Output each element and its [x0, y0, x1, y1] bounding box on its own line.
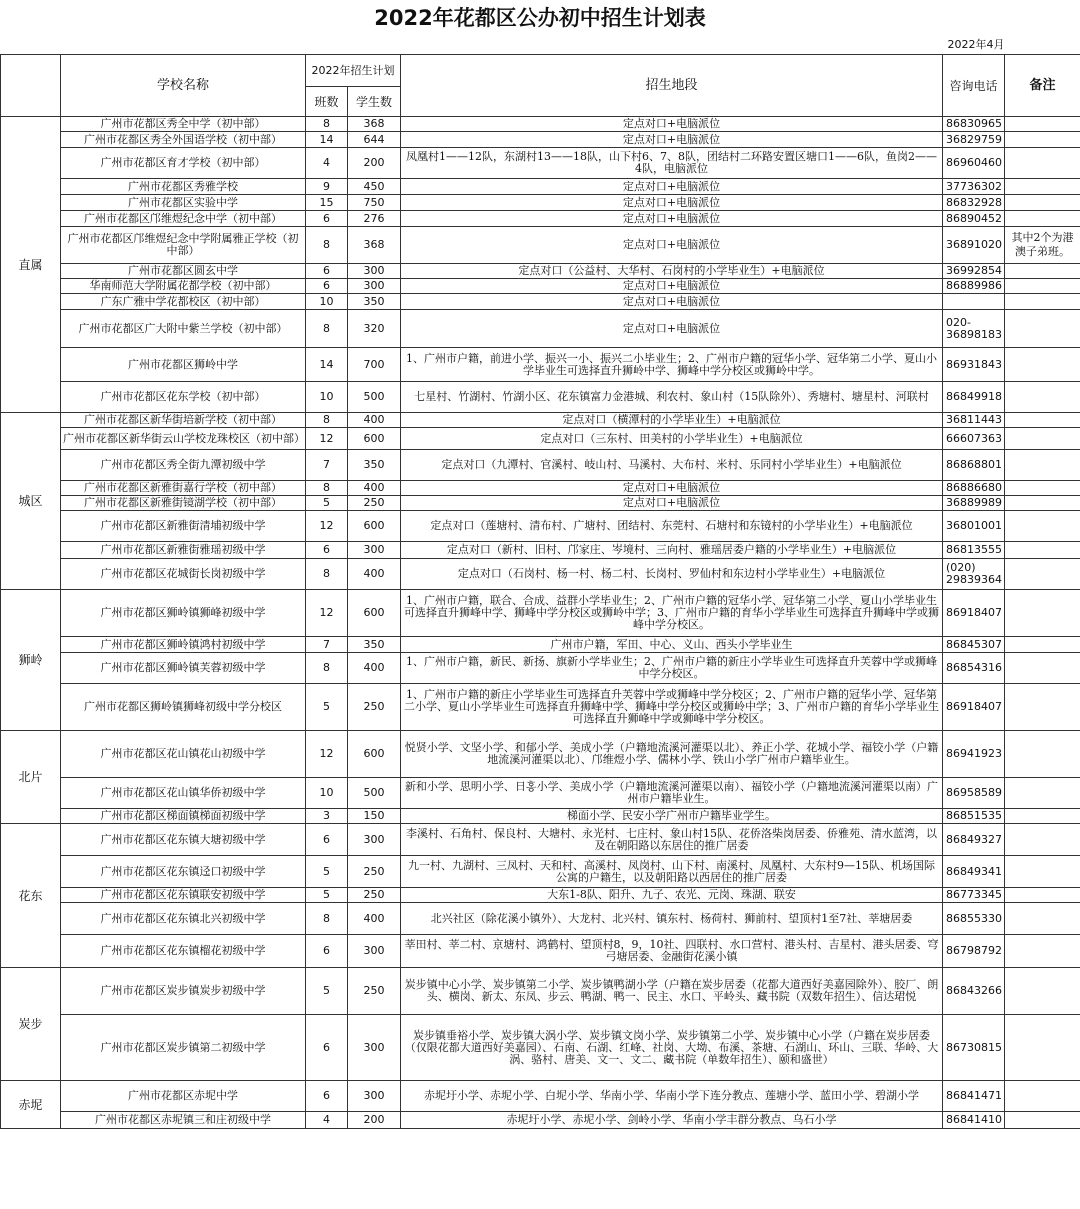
area-cell: 定点对口+电脑派位: [401, 179, 943, 195]
students-cell: 300: [348, 1015, 401, 1081]
phone-cell: 86886680: [943, 481, 1005, 496]
students-cell: 276: [348, 211, 401, 227]
district-cell: 狮岭: [1, 590, 61, 731]
students-cell: 150: [348, 809, 401, 824]
phone-cell: 36829759: [943, 132, 1005, 148]
phone-cell: 020-36898183: [943, 310, 1005, 348]
note-cell: [1005, 211, 1080, 227]
table-row: [1, 294, 1080, 310]
phone-cell: 86730815: [943, 1015, 1005, 1081]
phone-cell: 86830965: [943, 117, 1005, 132]
note-cell: [1005, 148, 1080, 179]
table-row: [1, 903, 1080, 935]
students-cell: 250: [348, 888, 401, 903]
school-name-cell: 广州市花都区广大附中紫兰学校（初中部）: [61, 310, 306, 348]
phone-cell: 86849918: [943, 382, 1005, 413]
note-cell: [1005, 1015, 1080, 1081]
note-cell: [1005, 559, 1080, 590]
area-cell: 新和小学、思明小学、日홍小学、美成小学（户籍地流溪河灌渠以南）、福铰小学（户籍地流溪河灌渠以南）广州市户籍毕业生。: [401, 778, 943, 809]
note-cell: [1005, 809, 1080, 824]
school-name-cell: 广州市花都区花东镇榴花初级中学: [61, 935, 306, 968]
phone-cell: 86841410: [943, 1112, 1005, 1129]
students-cell: 200: [348, 1112, 401, 1129]
phone-cell: 86960460: [943, 148, 1005, 179]
district-cell: 城区: [1, 413, 61, 590]
students-cell: 400: [348, 413, 401, 428]
phone-cell: 36891020: [943, 227, 1005, 264]
school-name-cell: 广州市花都区狮岭镇鸿村初级中学: [61, 637, 306, 653]
note-cell: [1005, 935, 1080, 968]
note-cell: [1005, 428, 1080, 450]
table-row: [1, 413, 1080, 428]
school-name-cell: 广州市花都区邝维煜纪念中学（初中部）: [61, 211, 306, 227]
table-row: [1, 809, 1080, 824]
area-cell: 定点对口+电脑派位: [401, 496, 943, 511]
area-cell: 定点对口（公益村、大华村、石岗村的小学毕业生）+电脑派位: [401, 264, 943, 279]
area-cell: 大东1-8队、阳升、九子、农光、元岗、珠湖、联安: [401, 888, 943, 903]
phone-cell: 36992854: [943, 264, 1005, 279]
note-cell: [1005, 968, 1080, 1015]
note-cell: [1005, 310, 1080, 348]
table-row: [1, 1015, 1080, 1081]
note-cell: [1005, 856, 1080, 888]
area-cell: 悦贤小学、文坚小学、和郁小学、美成小学（户籍地流溪河灌渠以北）、养正小学、花城小学、福铰小学（户籍地流溪河灌渠以北）、邝维煜小学、儒林小学、铁山小学广州市户籍毕业生。: [401, 731, 943, 778]
classes-cell: 14: [306, 132, 348, 148]
phone-cell: 86849327: [943, 824, 1005, 856]
phone-cell: 86855330: [943, 903, 1005, 935]
students-cell: 400: [348, 559, 401, 590]
area-cell: 1、广州市户籍的新庄小学毕业生可选择直升芙蓉中学或狮峰中学分校区；2、广州市户籍的冠华小学、冠华第二小学、夏山小学毕业生可选择直升狮峰中学、狮峰中学分校区或狮岭中学；3、广州市户籍的育华小学毕业生可选择直升狮峰中学或狮峰中学分校区。: [401, 684, 943, 731]
note-cell: [1005, 684, 1080, 731]
students-cell: 700: [348, 348, 401, 382]
phone-cell: 86941923: [943, 731, 1005, 778]
school-name-cell: 广州市花都区秀全街九潭初级中学: [61, 450, 306, 481]
table-row: [1, 856, 1080, 888]
note-cell: [1005, 888, 1080, 903]
students-cell: 600: [348, 731, 401, 778]
students-cell: 320: [348, 310, 401, 348]
classes-cell: 5: [306, 684, 348, 731]
classes-cell: 10: [306, 382, 348, 413]
students-cell: 400: [348, 481, 401, 496]
table-row: [1, 559, 1080, 590]
school-name-cell: 广州市花都区邝维煜纪念中学附属雅正学校（初中部）: [61, 227, 306, 264]
table-row: [1, 310, 1080, 348]
district-cell: 直属: [1, 117, 61, 413]
students-cell: 600: [348, 590, 401, 637]
school-name-cell: 广州市花都区狮岭镇芙蓉初级中学: [61, 653, 306, 684]
students-cell: 350: [348, 450, 401, 481]
school-name-cell: 广州市花都区育才学校（初中部）: [61, 148, 306, 179]
table-row: [1, 279, 1080, 294]
note-cell: [1005, 450, 1080, 481]
students-cell: 300: [348, 824, 401, 856]
area-cell: 定点对口（九潭村、官溪村、岐山村、马溪村、大布村、米村、乐同村小学毕业生）+电脑派位: [401, 450, 943, 481]
table-row: [1, 348, 1080, 382]
school-name-cell: 广州市花都区狮岭中学: [61, 348, 306, 382]
header-plan: 2022年招生计划: [306, 55, 401, 87]
phone-cell: (020) 29839364: [943, 559, 1005, 590]
phone-cell: 86889986: [943, 279, 1005, 294]
note-cell: [1005, 1081, 1080, 1112]
students-cell: 250: [348, 496, 401, 511]
phone-cell: 86849341: [943, 856, 1005, 888]
note-cell: [1005, 903, 1080, 935]
phone-cell: 36801001: [943, 511, 1005, 542]
classes-cell: 8: [306, 413, 348, 428]
school-name-cell: 广州市花都区花东镇大塘初级中学: [61, 824, 306, 856]
note-cell: [1005, 637, 1080, 653]
note-cell: [1005, 348, 1080, 382]
note-cell: [1005, 590, 1080, 637]
header-students: 学生数: [348, 87, 401, 117]
students-cell: 300: [348, 935, 401, 968]
classes-cell: 4: [306, 148, 348, 179]
classes-cell: 6: [306, 824, 348, 856]
phone-cell: 86843266: [943, 968, 1005, 1015]
table-row: [1, 211, 1080, 227]
area-cell: 定点对口（莲塘村、清布村、广塘村、团结村、东莞村、石塘村和东镜村的小学毕业生）+电脑派位: [401, 511, 943, 542]
classes-cell: 8: [306, 117, 348, 132]
enrollment-table: [0, 54, 1080, 1129]
area-cell: 定点对口（三东村、田美村的小学毕业生）+电脑派位: [401, 428, 943, 450]
note-cell: [1005, 264, 1080, 279]
classes-cell: 10: [306, 778, 348, 809]
area-cell: 定点对口+电脑派位: [401, 279, 943, 294]
students-cell: 300: [348, 1081, 401, 1112]
table-row: [1, 684, 1080, 731]
classes-cell: 7: [306, 637, 348, 653]
students-cell: 350: [348, 637, 401, 653]
phone-cell: 86773345: [943, 888, 1005, 903]
students-cell: 644: [348, 132, 401, 148]
header-district: [1, 55, 61, 117]
area-cell: 定点对口+电脑派位: [401, 117, 943, 132]
students-cell: 200: [348, 148, 401, 179]
note-cell: [1005, 481, 1080, 496]
table-row: [1, 481, 1080, 496]
note-cell: [1005, 1112, 1080, 1129]
table-row: [1, 731, 1080, 778]
school-name-cell: 广州市花都区新华街云山学校龙珠校区（初中部）: [61, 428, 306, 450]
phone-cell: [943, 294, 1005, 310]
note-cell: [1005, 824, 1080, 856]
phone-cell: 86841471: [943, 1081, 1005, 1112]
header-area: 招生地段: [401, 55, 943, 117]
district-cell: 花东: [1, 824, 61, 968]
note-cell: [1005, 117, 1080, 132]
table-row: [1, 888, 1080, 903]
classes-cell: 8: [306, 559, 348, 590]
area-cell: 广州市户籍，军田、中心、义山、西头小学毕业生: [401, 637, 943, 653]
classes-cell: 12: [306, 428, 348, 450]
students-cell: 250: [348, 856, 401, 888]
note-cell: [1005, 511, 1080, 542]
phone-cell: 86845307: [943, 637, 1005, 653]
phone-cell: 86931843: [943, 348, 1005, 382]
students-cell: 500: [348, 778, 401, 809]
note-cell: [1005, 294, 1080, 310]
students-cell: 500: [348, 382, 401, 413]
table-row: [1, 935, 1080, 968]
note-cell: [1005, 382, 1080, 413]
school-name-cell: 广州市花都区花东镇迳口初级中学: [61, 856, 306, 888]
table-row: [1, 148, 1080, 179]
phone-cell: 36811443: [943, 413, 1005, 428]
students-cell: 300: [348, 542, 401, 559]
area-cell: 九一村、九湖村、三凤村、天和村、高溪村、凤岗村、山下村、南溪村、凤凰村、大东村9—15队、机场国际公寓的户籍生，以及朝阳路以西居住的推广居委: [401, 856, 943, 888]
school-name-cell: 广州市花都区花城街长岗初级中学: [61, 559, 306, 590]
classes-cell: 6: [306, 1081, 348, 1112]
area-cell: 定点对口+电脑派位: [401, 211, 943, 227]
area-cell: 赤坭圩小学、赤坭小学、剑岭小学、华南小学丰群分教点、乌石小学: [401, 1112, 943, 1129]
note-cell: [1005, 496, 1080, 511]
area-cell: 定点对口（横潭村的小学毕业生）+电脑派位: [401, 413, 943, 428]
classes-cell: 10: [306, 294, 348, 310]
area-cell: 梯面小学、民安小学广州市户籍毕业学生。: [401, 809, 943, 824]
table-row: [1, 382, 1080, 413]
students-cell: 250: [348, 968, 401, 1015]
header-classes: 班数: [306, 87, 348, 117]
classes-cell: 6: [306, 264, 348, 279]
students-cell: 250: [348, 684, 401, 731]
note-cell: [1005, 279, 1080, 294]
table-row: [1, 778, 1080, 809]
note-cell: [1005, 542, 1080, 559]
phone-cell: 86890452: [943, 211, 1005, 227]
classes-cell: 8: [306, 481, 348, 496]
school-name-cell: 广州市花都区炭步镇第二初级中学: [61, 1015, 306, 1081]
phone-cell: 86832928: [943, 195, 1005, 211]
phone-cell: 86854316: [943, 653, 1005, 684]
phone-cell: 86813555: [943, 542, 1005, 559]
table-row: [1, 590, 1080, 637]
area-cell: 七星村、竹湖村、竹湖小区、花东镇富力金港城、利农村、象山村（15队除外）、秀塘村、塘星村、河联村: [401, 382, 943, 413]
table-row: [1, 968, 1080, 1015]
classes-cell: 9: [306, 179, 348, 195]
classes-cell: 5: [306, 496, 348, 511]
classes-cell: 6: [306, 542, 348, 559]
area-cell: 北兴社区（除花溪小镇外）、大龙村、北兴村、镇东村、杨荷村、狮前村、望顶村1至7社、莘塘居委: [401, 903, 943, 935]
school-name-cell: 广州市花都区实验中学: [61, 195, 306, 211]
area-cell: 定点对口+电脑派位: [401, 227, 943, 264]
classes-cell: 5: [306, 856, 348, 888]
classes-cell: 14: [306, 348, 348, 382]
area-cell: 定点对口+电脑派位: [401, 481, 943, 496]
phone-cell: 86798792: [943, 935, 1005, 968]
classes-cell: 8: [306, 227, 348, 264]
school-name-cell: 广东广雅中学花都校区（初中部）: [61, 294, 306, 310]
area-cell: 定点对口+电脑派位: [401, 310, 943, 348]
area-cell: 1、广州市户籍，联合、合成、益群小学毕业生；2、广州市户籍的冠华小学、冠华第二小学、夏山小学毕业生可选择直升狮峰中学、狮峰中学分校区或狮岭中学；3、广州市户籍的育华小学毕业生可选择直升狮峰中学或狮峰中学分校区。: [401, 590, 943, 637]
school-name-cell: 广州市花都区圆玄中学: [61, 264, 306, 279]
header-phone: 咨询电话: [943, 55, 1005, 117]
school-name-cell: 广州市花都区新雅街嘉行学校（初中部）: [61, 481, 306, 496]
school-name-cell: 广州市花都区花山镇华侨初级中学: [61, 778, 306, 809]
phone-cell: 86918407: [943, 590, 1005, 637]
classes-cell: 6: [306, 211, 348, 227]
area-cell: 定点对口+电脑派位: [401, 132, 943, 148]
table-row: [1, 637, 1080, 653]
phone-cell: 66607363: [943, 428, 1005, 450]
classes-cell: 4: [306, 1112, 348, 1129]
table-row: [1, 1112, 1080, 1129]
note-cell: [1005, 132, 1080, 148]
classes-cell: 12: [306, 590, 348, 637]
note-cell: [1005, 413, 1080, 428]
classes-cell: 5: [306, 888, 348, 903]
phone-cell: 37736302: [943, 179, 1005, 195]
table-row: [1, 264, 1080, 279]
school-name-cell: 广州市花都区炭步镇炭步初级中学: [61, 968, 306, 1015]
school-name-cell: 广州市花都区花东镇联安初级中学: [61, 888, 306, 903]
table-row: [1, 132, 1080, 148]
students-cell: 400: [348, 903, 401, 935]
classes-cell: 8: [306, 653, 348, 684]
school-name-cell: 广州市花都区新华街培新学校（初中部）: [61, 413, 306, 428]
school-name-cell: 广州市花都区花东镇北兴初级中学: [61, 903, 306, 935]
area-cell: 1、广州市户籍，前进小学、振兴一小、振兴二小毕业生；2、广州市户籍的冠华小学、冠华第二小学、夏山小学毕业生可选择直升狮岭中学、狮峰中学分校区或狮岭中学。: [401, 348, 943, 382]
page-title: 2022年花都区公办初中招生计划表: [374, 6, 706, 30]
area-cell: 定点对口+电脑派位: [401, 195, 943, 211]
students-cell: 600: [348, 511, 401, 542]
classes-cell: 12: [306, 731, 348, 778]
district-cell: 赤坭: [1, 1081, 61, 1129]
classes-cell: 8: [306, 310, 348, 348]
table-row: [1, 227, 1080, 264]
table-row: [1, 824, 1080, 856]
phone-cell: 86958589: [943, 778, 1005, 809]
issue-date: 2022年4月: [947, 38, 1005, 51]
area-cell: 炭步镇中心小学、炭步镇第二小学、炭步镇鸭湖小学（户籍在炭步居委（花都大道西好美嘉园除外）、胶厂、朗头、横岗、新太、东凤、步云、鸭湖、鸭一、民主、水口、平岭头、藏书院（双数年招生）、信达珺悦: [401, 968, 943, 1015]
note-cell: 其中2个为港澳子弟班。: [1005, 227, 1080, 264]
table-row: [1, 1081, 1080, 1112]
students-cell: 368: [348, 227, 401, 264]
table-row: [1, 117, 1080, 132]
area-cell: 炭步镇垂裕小学、炭步镇大涡小学、炭步镇文岗小学、炭步镇第二小学、炭步镇中心小学（户籍在炭步居委（仅限花都大道西好美嘉园）、石南、石湖、红峰、社岗、大坳、布溪、茶塘、石湖山、环山、三联、华岭、大涡、骆村、唐美、文一、文二、藏书院（单数年招生）、颐和盛世）: [401, 1015, 943, 1081]
note-cell: [1005, 195, 1080, 211]
school-name-cell: 广州市花都区秀全中学（初中部）: [61, 117, 306, 132]
school-name-cell: 广州市花都区狮岭镇狮峰初级中学: [61, 590, 306, 637]
area-cell: 莘田村、莘二村、京塘村、鸿鹤村、望顶村8，9，10社、四联村、水口营村、港头村、吉星村、港头居委、穹弓塘居委、金融街花溪小镇: [401, 935, 943, 968]
area-cell: 定点对口（石岗村、杨一村、杨二村、长岗村、罗仙村和东边村小学毕业生）+电脑派位: [401, 559, 943, 590]
students-cell: 450: [348, 179, 401, 195]
phone-cell: 86918407: [943, 684, 1005, 731]
district-cell: 炭步: [1, 968, 61, 1081]
table-row: [1, 179, 1080, 195]
students-cell: 600: [348, 428, 401, 450]
area-cell: 赤坭圩小学、赤坭小学、白坭小学、华南小学、华南小学下连分教点、莲塘小学、蓝田小学、碧湖小学: [401, 1081, 943, 1112]
header-note: 备注: [1005, 55, 1080, 117]
school-name-cell: 广州市花都区新雅街镜湖学校（初中部）: [61, 496, 306, 511]
classes-cell: 3: [306, 809, 348, 824]
students-cell: 300: [348, 264, 401, 279]
header-school: 学校名称: [61, 55, 306, 117]
note-cell: [1005, 653, 1080, 684]
phone-cell: 36889989: [943, 496, 1005, 511]
area-cell: 定点对口+电脑派位: [401, 294, 943, 310]
school-name-cell: 广州市花都区梯面镇梯面初级中学: [61, 809, 306, 824]
table-body: [1, 117, 1080, 1129]
table-row: [1, 542, 1080, 559]
school-name-cell: 广州市花都区狮岭镇狮峰初级中学分校区: [61, 684, 306, 731]
students-cell: 350: [348, 294, 401, 310]
district-cell: 北片: [1, 731, 61, 824]
school-name-cell: 华南师范大学附属花都学校（初中部）: [61, 279, 306, 294]
note-cell: [1005, 778, 1080, 809]
table-row: [1, 428, 1080, 450]
area-cell: 李溪村、石角村、保良村、大塘村、永光村、七庄村、象山村15队、花侨洛柴岗居委、侨雅苑、清水蓝湾，以及在朝阳路以东居住的推广居委: [401, 824, 943, 856]
students-cell: 750: [348, 195, 401, 211]
students-cell: 300: [348, 279, 401, 294]
school-name-cell: 广州市花都区花山镇花山初级中学: [61, 731, 306, 778]
school-name-cell: 广州市花都区秀全外国语学校（初中部）: [61, 132, 306, 148]
students-cell: 368: [348, 117, 401, 132]
students-cell: 400: [348, 653, 401, 684]
school-name-cell: 广州市花都区新雅街雅瑶初级中学: [61, 542, 306, 559]
classes-cell: 7: [306, 450, 348, 481]
school-name-cell: 广州市花都区赤坭中学: [61, 1081, 306, 1112]
note-cell: [1005, 731, 1080, 778]
classes-cell: 8: [306, 903, 348, 935]
school-name-cell: 广州市花都区新雅街清埔初级中学: [61, 511, 306, 542]
phone-cell: 86868801: [943, 450, 1005, 481]
table-row: [1, 195, 1080, 211]
phone-cell: 86851535: [943, 809, 1005, 824]
classes-cell: 15: [306, 195, 348, 211]
area-cell: 1、广州市户籍，新民、新扬、旗新小学毕业生；2、广州市户籍的新庄小学毕业生可选择直升芙蓉中学或狮峰中学分校区。: [401, 653, 943, 684]
school-name-cell: 广州市花都区花东学校（初中部）: [61, 382, 306, 413]
table-row: [1, 496, 1080, 511]
classes-cell: 6: [306, 279, 348, 294]
area-cell: 定点对口（新村、旧村、邝家庄、岑境村、三向村、雅瑶居委户籍的小学毕业生）+电脑派位: [401, 542, 943, 559]
classes-cell: 12: [306, 511, 348, 542]
classes-cell: 5: [306, 968, 348, 1015]
table-row: [1, 450, 1080, 481]
classes-cell: 6: [306, 1015, 348, 1081]
area-cell: 凤凰村1——12队，东湖村13——18队，山下村6、7、8队，团结村二环路安置区塘口1——6队，鱼岗2——4队，电脑派位: [401, 148, 943, 179]
table-row: [1, 653, 1080, 684]
classes-cell: 6: [306, 935, 348, 968]
school-name-cell: 广州市花都区赤坭镇三和庄初级中学: [61, 1112, 306, 1129]
note-cell: [1005, 179, 1080, 195]
school-name-cell: 广州市花都区秀雅学校: [61, 179, 306, 195]
table-row: [1, 511, 1080, 542]
